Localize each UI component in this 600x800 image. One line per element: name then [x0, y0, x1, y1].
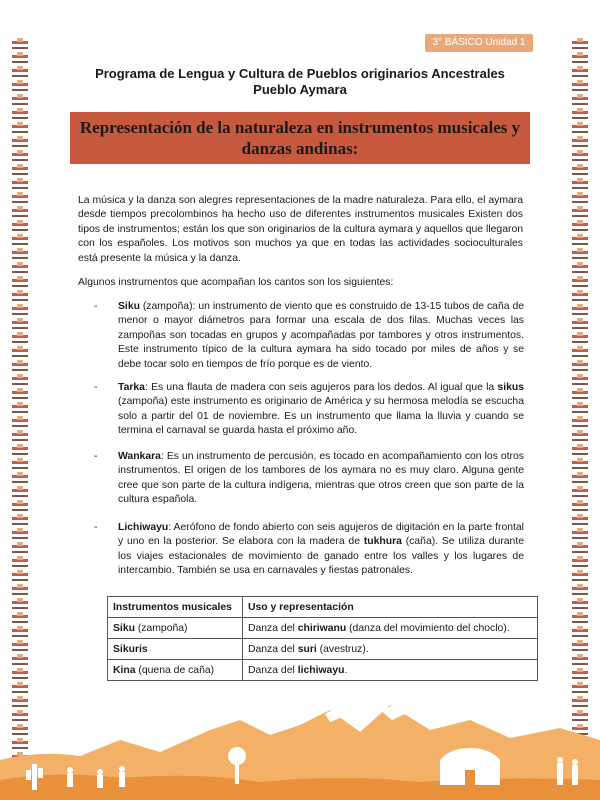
table-row	[108, 660, 538, 681]
instrument-name: Tarka	[118, 382, 145, 393]
figure-head	[557, 757, 563, 763]
instrument-name: Siku	[118, 301, 140, 312]
instrument-description: (zampoña): un instrumento de viento que es construido de 13-15 tubos de caña de menor o mayor diámetros para formar una escala de dos filas. Muchas veces las zampoñas son tocadas en grupos y acompañadas por tambores y otros instrumentos. Este instrumento típico de la cultura aymara ha sido tocado por miles de años y se debe tocar solo en tiempos de frío porque es de viento.	[118, 301, 524, 370]
use-cell-post: .	[344, 664, 348, 676]
list-item-tarka	[96, 381, 524, 439]
use-cell-pre: Danza del	[248, 643, 298, 655]
use-cell-pre: Danza del	[248, 622, 298, 634]
bullet-dash: -	[94, 301, 98, 312]
list-item-text	[118, 521, 524, 579]
list-item-text	[118, 450, 524, 508]
figure-body	[557, 763, 563, 785]
figure-head	[67, 767, 73, 773]
table-cell-instrument	[108, 618, 243, 639]
use-cell-pre: Danza del	[248, 664, 298, 676]
intro-list-lead: Algunos instrumentos que acompañan los cantos son los siguientes:	[78, 277, 394, 288]
figure-body	[67, 773, 73, 787]
table-cell-instrument	[108, 660, 243, 681]
use-cell-bold: chiriwanu	[297, 622, 347, 634]
bullet-dash: -	[94, 382, 98, 393]
page-title-banner: Representación de la naturaleza en instrumentos musicales y danzas andinas:	[70, 112, 530, 164]
use-cell-bold: suri	[297, 643, 317, 655]
instrument-description-cont: (zampoña) este instrumento es originario de América y su hermosa melodía se escucha solo a partir del 01 de noviembre. Es un instrumento que llama la lluvia y cuando se termina el carnaval se guarda hasta el próximo año.	[118, 396, 524, 437]
instrument-description: : Aerófono de fondo abierto con seis agujeros de digitación en la parte frontal y uno en la posterior. Se elabora con la madera de	[118, 522, 524, 548]
list-item-text	[118, 381, 524, 439]
list-item-siku	[96, 300, 524, 372]
use-cell-post: (danza del movimiento del choclo).	[346, 622, 510, 634]
instrument-term: sikus	[497, 382, 524, 393]
table-cell-use	[243, 639, 538, 660]
bullet-dash: -	[94, 451, 98, 462]
cactus-arm	[38, 768, 43, 778]
instrument-cell-bold: Sikuris	[113, 643, 148, 655]
program-title-line2: Pueblo Aymara	[253, 82, 347, 97]
instrument-cell-bold: Kina	[113, 664, 136, 676]
instruments-table	[107, 596, 538, 681]
instrument-cell-rest: (zampoña)	[134, 622, 188, 634]
bullet-dash: -	[94, 522, 98, 533]
figure-body	[119, 772, 125, 787]
andean-landscape-illustration	[0, 690, 600, 800]
instrument-description: : Es una flauta de madera con seis agujeros para los dedos. Al igual que la	[144, 382, 498, 393]
list-item-text	[118, 300, 524, 372]
table-cell-use	[243, 660, 538, 681]
program-title-line1: Programa de Lengua y Cultura de Pueblos originarios Ancestrales	[95, 66, 505, 81]
list-item-lichiwayu	[96, 521, 524, 579]
instrument-name: Wankara	[118, 451, 161, 462]
instrument-description: : Es un instrumento de percusión, es tocado en acompañamiento con los otros instrumentos. El origen de los tambores de los aymara no es muy claro. Alguna gente cree que son parte de la cultura indígena, mientras que otros creen que son parte de la cultura española.	[118, 451, 524, 506]
table-cell-use	[243, 618, 538, 639]
table-row	[108, 618, 538, 639]
table-header-row	[108, 597, 538, 618]
table-header-use: Uso y representación	[243, 597, 538, 618]
figure-head	[119, 766, 125, 772]
cactus	[32, 764, 37, 790]
instrument-cell-rest: (quena de caña)	[135, 664, 215, 676]
instrument-description-cont: (caña). Se utiliza durante los viajes estacionales de movimiento de ganado entre los valles y los lugares de intercambio. También se usa en carnavales y fiestas patronales.	[118, 536, 525, 577]
table-header-instruments: Instrumentos musicales	[108, 597, 243, 618]
figure-head	[97, 769, 103, 775]
instrument-cell-bold: Siku	[113, 622, 135, 634]
tree-crown	[228, 747, 246, 765]
decorative-border-right	[572, 38, 588, 778]
instrument-name: Lichiwayu	[118, 522, 169, 533]
hut-door	[465, 770, 475, 785]
cactus-arm	[26, 770, 31, 780]
instrument-term: tukhura	[363, 536, 402, 548]
decorative-border-left	[12, 38, 28, 778]
table-cell-instrument	[108, 639, 243, 660]
figure-body	[97, 775, 103, 788]
program-title	[60, 66, 540, 98]
unit-badge: 3° BÁSICO Unidad 1	[425, 34, 533, 52]
use-cell-post: (avestruz).	[316, 643, 369, 655]
figure-body	[572, 765, 578, 785]
intro-paragraph: La música y la danza son alegres representaciones de la madre naturaleza. Para ello, el aymara desde tiempos precolombinos ha hecho uso de diferentes instrumentos musicales Existen dos tipos de instrumentos; están los que son originarios de la cultura aymara y aquellos que llegaron con los españoles. Los motivos son muchos ya que en todas las actividades socioculturales está presente la música y la danza.	[78, 195, 523, 264]
figure-head	[572, 759, 578, 765]
list-item-wankara	[96, 450, 524, 508]
use-cell-bold: lichiwayu	[297, 664, 345, 676]
table-row	[108, 639, 538, 660]
